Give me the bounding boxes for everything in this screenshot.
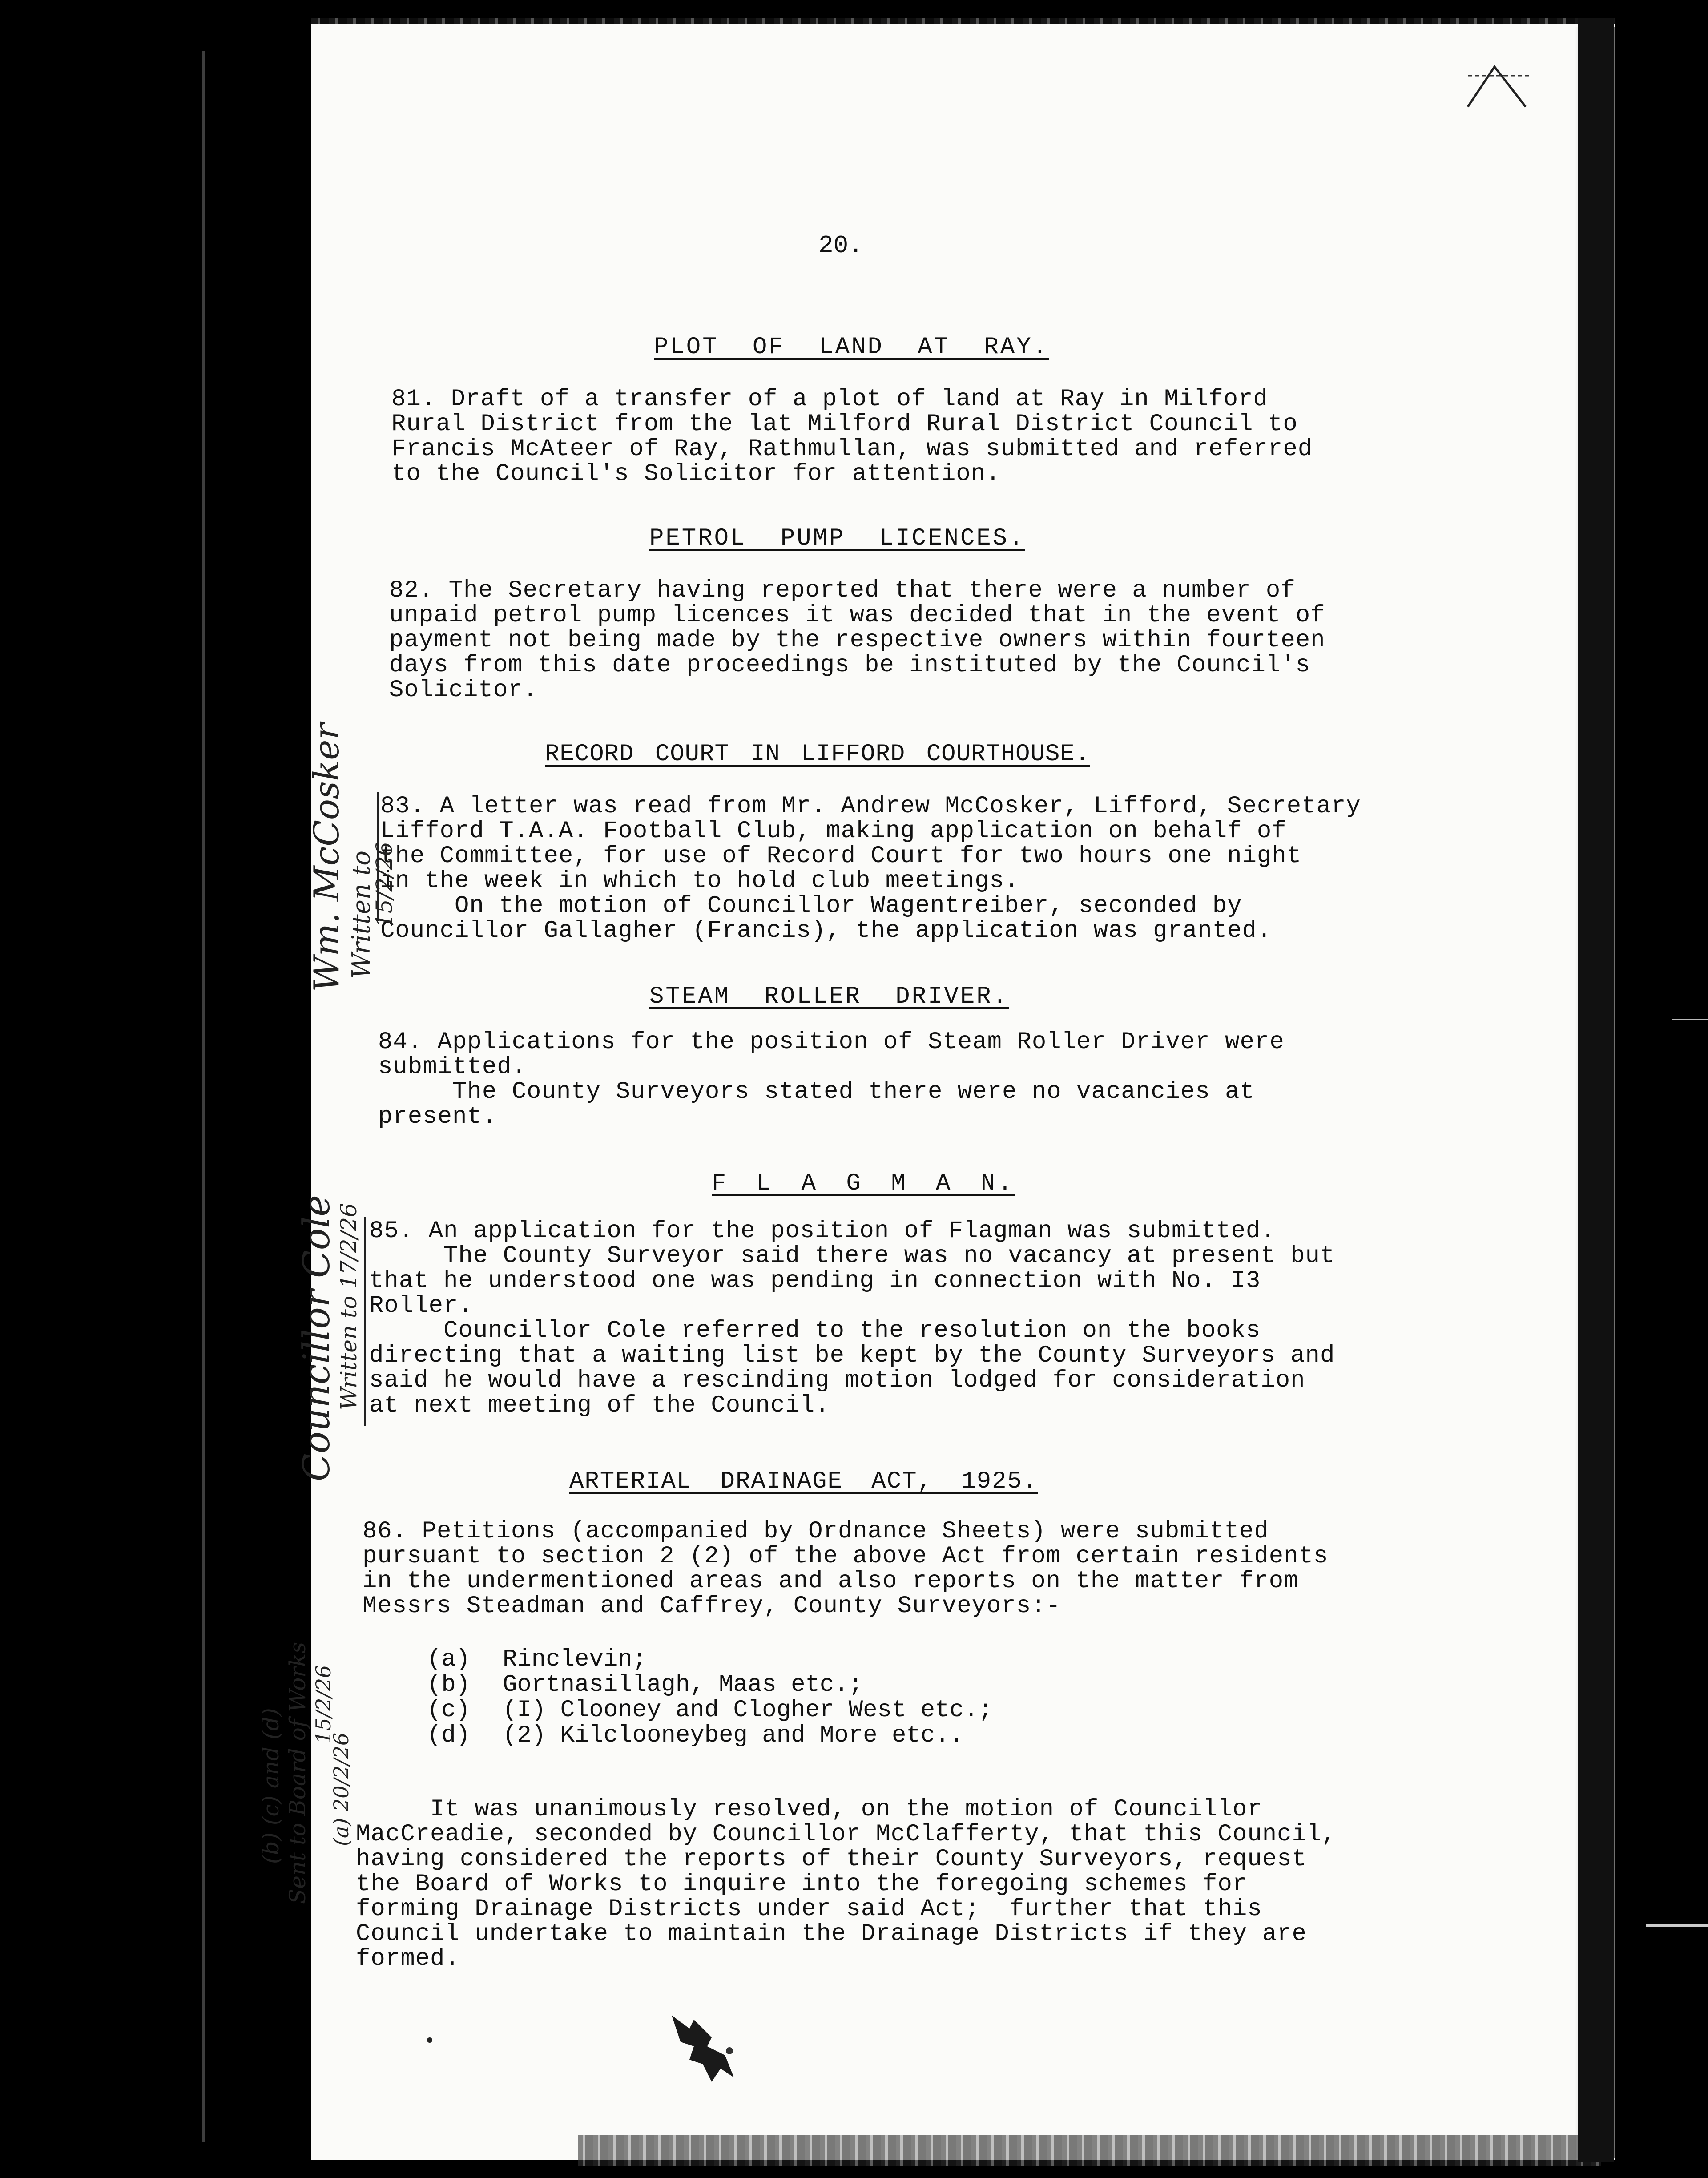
section-heading-flagman: F L A G M A N. xyxy=(712,1170,1015,1197)
list-text: Rinclevin; xyxy=(503,1646,647,1673)
note-83-line3: 15/2/26 xyxy=(371,842,397,928)
scan-right-border xyxy=(1578,18,1614,2162)
paragraph-84: 84. Applications for the position of Steam Roller Driver were submitted. The County Surveyors stated there were no vacancies at present. xyxy=(378,1028,1285,1130)
section-heading-arterial-drainage-act: ARTERIAL DRAINAGE ACT, 1925. xyxy=(569,1468,1038,1495)
list-text: Gortnasillagh, Maas etc.; xyxy=(503,1671,863,1698)
paragraph-83: 83. A letter was read from Mr. Andrew McCosker, Lifford, Secretary Lifford T.A.A. Football Club, making application on behalf of the Committee, for use of Record Court for two hours one night in the week in which to hold club meetings. On the motion of Councillor Wagentreiber, seconded by Councillor Gallagher (Francis), the application was granted. xyxy=(380,793,1361,944)
handwritten-note-85 xyxy=(296,1195,338,1481)
list-label: (a) xyxy=(427,1646,471,1673)
section-heading-record-court: RECORD COURT IN LIFFORD COURTHOUSE. xyxy=(545,741,1090,768)
handwritten-note-86-d xyxy=(329,1733,353,1846)
list-item xyxy=(427,1671,863,1698)
section-heading-plot-of-land: PLOT OF LAND AT RAY. xyxy=(654,334,1049,361)
scan-tick xyxy=(1646,1924,1708,1927)
speck-mark xyxy=(427,2037,432,2043)
scan-bottom-edge xyxy=(578,2135,1601,2166)
paragraph-82: 82. The Secretary having reported that there were a number of unpaid petrol pump licences it was decided that in the event of payment not being made by the respective owners within fourteen days from this date proceedings be instituted by the Council's Solicitor. xyxy=(389,577,1325,704)
ink-blot-icon xyxy=(663,2002,752,2091)
handwritten-note-85-b xyxy=(336,1203,362,1410)
note-86-line3: 15/2/26 xyxy=(311,1665,335,1744)
list-text: (I) Clooney and Clogher West etc.; xyxy=(503,1697,993,1724)
list-item xyxy=(427,1722,964,1749)
note-83-line1: Wm. McCosker xyxy=(307,723,347,992)
paragraph-81: 81. Draft of a transfer of a plot of land at Ray in Milford Rural District from the lat Milford Rural District Council to Francis McAteer of Ray, Rathmullan, was submitted and referred to the Council's Solicitor for attention. xyxy=(391,386,1313,488)
list-text: (2) Kilclooneybeg and More etc.. xyxy=(503,1722,964,1749)
list-label: (d) xyxy=(427,1722,471,1749)
handwritten-note-83-c xyxy=(371,842,397,928)
handwritten-note-86-c xyxy=(311,1665,335,1744)
page-number: 20. xyxy=(818,231,863,260)
handwritten-note-83 xyxy=(307,723,347,992)
note-86-line4: (a) 20/2/26 xyxy=(329,1732,353,1846)
note-86-line2: Sent to Board of Works xyxy=(285,1642,310,1904)
paragraph-86-intro: 86. Petitions (accompanied by Ordnance Sheets) were submitted pursuant to section 2 (2) of the above Act from certain residents in the undermentioned areas and also reports on the matter from Messrs Steadman and Caffrey, County Surveyors:- xyxy=(363,1518,1329,1620)
left-margin-line xyxy=(202,51,205,2142)
list-label: (b) xyxy=(427,1671,471,1698)
handwritten-note-86 xyxy=(258,1708,284,1864)
fold-mark-icon xyxy=(1459,58,1535,129)
note-85-line2: Written to 17/2/26 xyxy=(336,1203,362,1410)
section-heading-petrol-pump-licences: PETROL PUMP LICENCES. xyxy=(649,525,1025,552)
paragraph-86-resolution: It was unanimously resolved, on the motion of Councillor MacCreadie, seconded by Councillor McClafferty, that this Council, having considered the reports of their County Surveyors, request the Board of Works to inquire into the foregoing schemes for forming Drainage Districts under said Act; further that this Council undertake to maintain the Drainage Districts if they are formed. xyxy=(356,1796,1337,1972)
note-83-line2: Written to xyxy=(347,851,376,979)
handwritten-note-86-b xyxy=(285,1642,310,1904)
section-heading-steam-roller-driver: STEAM ROLLER DRIVER. xyxy=(649,983,1009,1010)
note-86-line1: (b) (c) and (d) xyxy=(258,1708,284,1864)
scan-tick xyxy=(1672,1019,1708,1020)
paragraph-85: 85. An application for the position of Flagman was submitted. The County Surveyor said there was no vacancy at present but that he understood one was pending in connection with No. I3 Roller. Councillor Cole referred to the resolution on the books directing that a waiting list be kept by the County Surveyors and said he would have a rescinding motion lodged for consideration at next meeting of the Council. xyxy=(369,1218,1335,1419)
margin-bracket-85 xyxy=(364,1217,366,1426)
list-label: (c) xyxy=(427,1697,471,1724)
note-85-line1: Councillor Cole xyxy=(296,1195,338,1481)
list-item xyxy=(427,1646,647,1673)
list-item xyxy=(427,1697,993,1724)
